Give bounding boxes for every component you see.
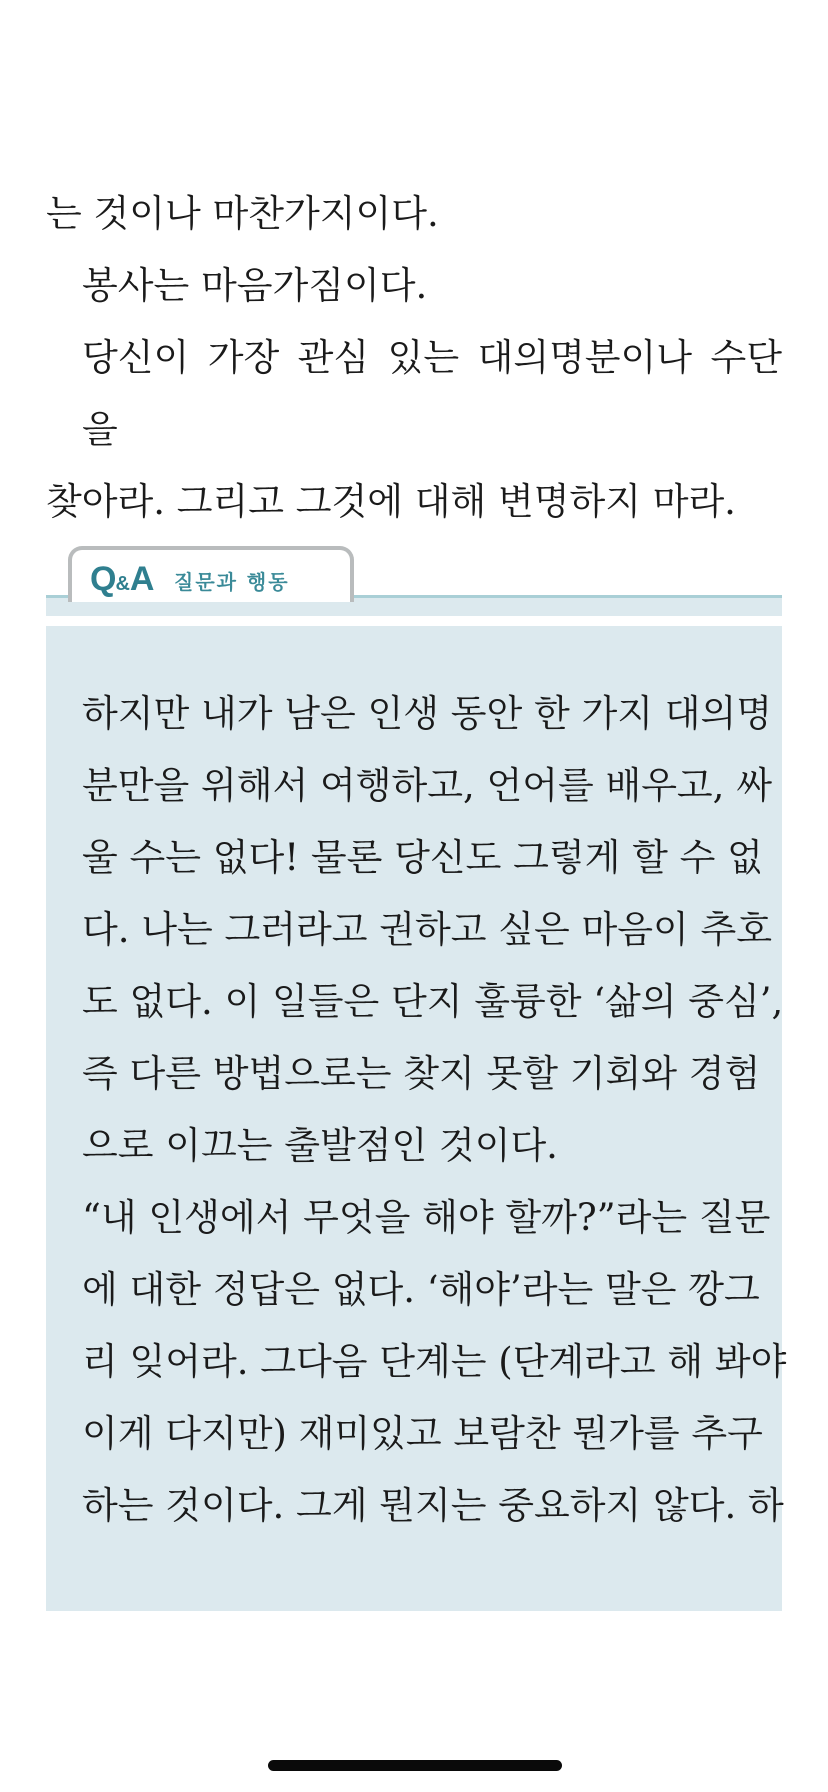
body-text bbox=[46, 178, 782, 538]
qa-line: 분만을 위해서 여행하고, 언어를 배우고, 싸 bbox=[82, 764, 772, 807]
qa-logo: Q&A bbox=[90, 560, 154, 598]
body-line: 는 것이나 마찬가지이다. bbox=[46, 192, 439, 235]
qa-line: 즉 다른 방법으로는 찾지 못할 기회와 경험 bbox=[82, 1052, 761, 1095]
home-indicator[interactable] bbox=[268, 1760, 562, 1771]
body-line: 찾아라. 그리고 그것에 대해 변명하지 마라. bbox=[46, 480, 736, 523]
body-line: 봉사는 마음가짐이다. bbox=[82, 264, 428, 307]
qa-content bbox=[82, 678, 787, 1542]
qa-line: 리 잊어라. 그다음 단계는 (단계라고 해 봐야 bbox=[82, 1340, 787, 1383]
qa-title: 질문과 행동 bbox=[174, 570, 290, 594]
qa-line: 이게 다지만) 재미있고 보람찬 뭔가를 추구 bbox=[82, 1412, 763, 1455]
qa-line: 으로 이끄는 출발점인 것이다. bbox=[82, 1124, 558, 1167]
qa-line: 도 없다. 이 일들은 단지 훌륭한 ‘삶의 중심’, bbox=[82, 980, 784, 1023]
qa-line: 에 대한 정답은 없다. ‘해야’라는 말은 깡그 bbox=[82, 1268, 760, 1311]
qa-tab bbox=[68, 546, 354, 602]
qa-line: 하는 것이다. 그게 뭔지는 중요하지 않다. 하 bbox=[82, 1484, 784, 1527]
qa-box bbox=[46, 626, 787, 1611]
qa-line: 울 수는 없다! 물론 당신도 그렇게 할 수 없 bbox=[82, 836, 763, 879]
qa-section-header bbox=[46, 540, 782, 618]
body-line: 당신이 가장 관심 있는 대의명분이나 수단을 bbox=[82, 336, 782, 451]
qa-line: “내 인생에서 무엇을 해야 할까?”라는 질문 bbox=[82, 1196, 771, 1239]
qa-line: 다. 나는 그러라고 권하고 싶은 마음이 추호 bbox=[82, 908, 772, 951]
qa-line: 하지만 내가 남은 인생 동안 한 가지 대의명 bbox=[82, 692, 772, 735]
